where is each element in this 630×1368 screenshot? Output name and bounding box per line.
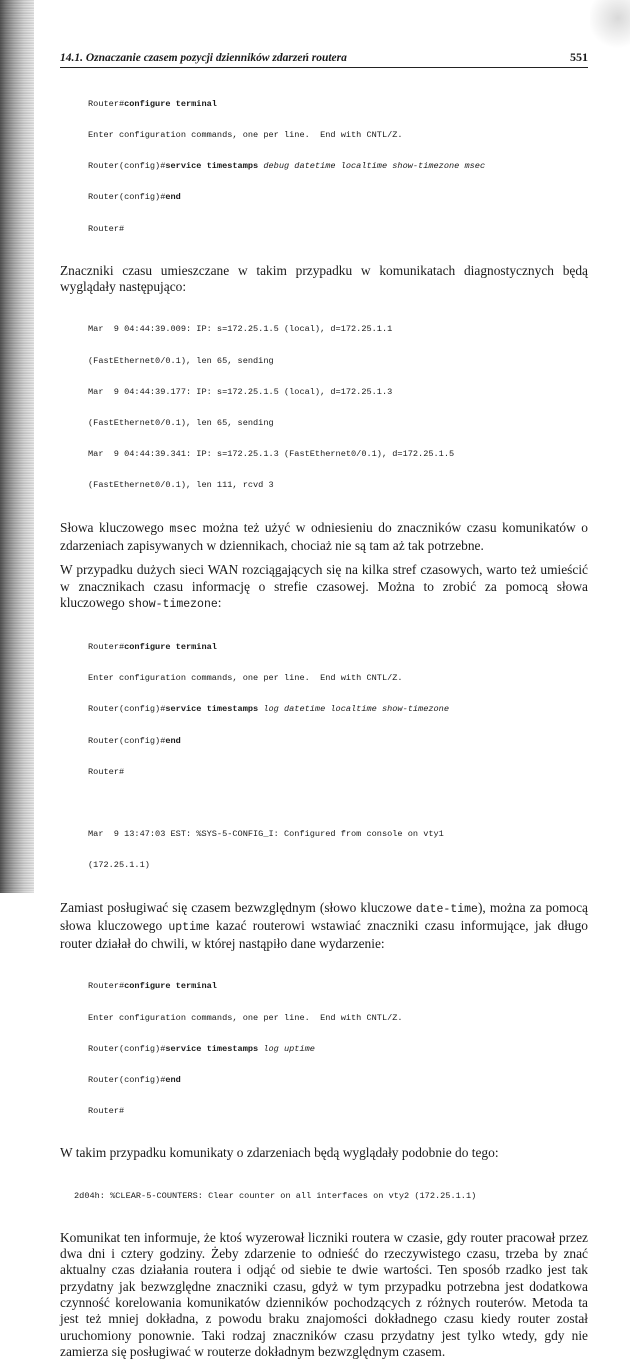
code-command: end xyxy=(165,735,181,746)
code-line: Enter configuration commands, one per line. End with CNTL/Z. xyxy=(88,1012,403,1023)
code-block-uptime xyxy=(88,961,588,1138)
log-line: (FastEthernet0/0.1), len 111, rcvd 3 xyxy=(88,480,274,491)
code-block-debug-timestamps xyxy=(88,78,588,255)
code-spacer xyxy=(88,798,588,808)
text-run: ), można za pomocą słowa kluczowego xyxy=(60,899,588,933)
code-command: configure terminal xyxy=(124,641,217,652)
code-line xyxy=(88,99,588,109)
code-command: service timestamps xyxy=(165,704,259,715)
code-prompt: Router(config)# xyxy=(88,704,166,715)
log-line: Mar 9 04:44:39.177: IP: s=172.25.1.5 (local), d=172.25.1.3 xyxy=(88,386,393,397)
code-prompt: Router(config)# xyxy=(88,1043,166,1054)
inline-keyword: uptime xyxy=(168,920,210,934)
code-argument: log uptime xyxy=(258,1043,315,1054)
page-number: 551 xyxy=(570,50,588,64)
code-prompt: Router(config)# xyxy=(88,192,166,203)
code-prompt: Router# xyxy=(88,641,125,652)
code-command: service timestamps xyxy=(165,1043,259,1054)
code-argument: log datetime localtime show-timezone xyxy=(258,704,449,715)
code-line: Router# xyxy=(88,1106,125,1117)
code-line xyxy=(88,1044,588,1054)
inline-keyword: msec xyxy=(169,522,197,536)
log-line: Mar 9 04:44:39.009: IP: s=172.25.1.5 (local), d=172.25.1.1 xyxy=(88,324,393,335)
text-run: Słowa kluczowego xyxy=(60,519,170,535)
code-line xyxy=(88,981,588,991)
running-header xyxy=(60,50,588,68)
code-line xyxy=(88,642,588,652)
code-prompt: Router(config)# xyxy=(88,735,166,746)
code-block-log-timestamps xyxy=(88,621,588,892)
code-command: end xyxy=(165,1075,181,1086)
paragraph: Komunikat ten informuje, że ktoś wyzerował liczniki routera w czasie, gdy router pracował przez dwa dni i cztery godziny. Żeby zdarzenie to odnieść do rzeczywistego czasu, trzeba by znać aktualny czas działania routera i odjąć od siebie te dwie wartości. Ten sposób rzadko jest tak przydatny jak bezwzględne znaczniki czasu, gdyż w tym przypadku potrzebna jest dodatkowa czynność korelowania komunikatów dzienników pochodzących z różnych routerów. Metoda ta jest też mniej dokładna, z powodu braku znajomości dokładnego czasu kiedy router został uruchomiony ponownie. Taki rodzaj znaczników czasu przydatny jest tylko wtedy, gdy nie zamierza się posługiwać w routerze dokładnym bezwzględnym czasem. xyxy=(60,1229,588,1359)
code-prompt: Router# xyxy=(88,981,125,992)
scan-corner-noise xyxy=(590,0,630,60)
log-line: Mar 9 13:47:03 EST: %SYS-5-CONFIG_I: Configured from console on vty1 xyxy=(88,829,444,840)
code-prompt: Router# xyxy=(88,98,125,109)
paragraph: W takim przypadku komunikaty o zdarzeniach będą wyglądały podobnie do tego: xyxy=(60,1145,499,1161)
code-command: service timestamps xyxy=(165,161,259,172)
text-run: można też użyć w odniesieniu do znaczników czasu komunikatów o zdarzeniach zapisywanych w dziennikach, chociaż nie są tam aż tak potrzebne. xyxy=(60,519,588,553)
code-line xyxy=(88,161,588,171)
code-command: configure terminal xyxy=(124,981,217,992)
inline-keyword: date-time xyxy=(415,902,478,916)
code-line xyxy=(88,736,588,746)
code-line xyxy=(88,192,588,202)
code-block-uptime-log xyxy=(74,1170,588,1222)
code-line: Enter configuration commands, one per line. End with CNTL/Z. xyxy=(88,130,403,141)
code-line: Enter configuration commands, one per line. End with CNTL/Z. xyxy=(88,673,403,684)
log-line: (172.25.1.1) xyxy=(88,860,150,871)
code-block-debug-log xyxy=(88,304,588,512)
code-line: Router# xyxy=(88,223,125,234)
scan-binding-shadow xyxy=(0,0,34,893)
code-prompt: Router(config)# xyxy=(88,161,166,172)
paragraph xyxy=(60,900,588,953)
book-page xyxy=(60,50,588,1368)
log-line: 2d04h: %CLEAR-5-COUNTERS: Clear counter on all interfaces on vty2 (172.25.1.1) xyxy=(74,1190,477,1201)
code-command: configure terminal xyxy=(124,98,217,109)
log-line: Mar 9 04:44:39.341: IP: s=172.25.1.3 (FastEthernet0/0.1), d=172.25.1.5 xyxy=(88,449,455,460)
log-line: (FastEthernet0/0.1), len 65, sending xyxy=(88,417,274,428)
code-line xyxy=(88,704,588,714)
code-argument: debug datetime localtime show-timezone msec xyxy=(258,161,486,172)
text-run: Zamiast posługiwać się czasem bezwzględnym (słowo kluczowe xyxy=(60,899,416,915)
code-command: end xyxy=(165,192,181,203)
text-run: W przypadku dużych sieci WAN rozciągających się na kilka stref czasowych, warto też umieścić w znacznikach czasu informację o strefie czasowej. Można to zrobić za pomocą słowa kluczowego xyxy=(60,562,588,610)
code-line xyxy=(88,1075,588,1085)
chapter-title: 14.1. Oznaczanie czasem pozycji dzienników zdarzeń routera xyxy=(60,52,347,64)
paragraph: Znaczniki czasu umieszczane w takim przypadku w komunikatach diagnostycznych będą wyglądały następująco: xyxy=(60,262,588,295)
paragraph xyxy=(60,562,588,613)
code-line: Router# xyxy=(88,766,125,777)
text-run: kazać routerowi wstawiać znaczniki czasu informujące, jak długo router działał do chwili, w której nastąpiło dane wydarzenie: xyxy=(60,917,588,952)
paragraph xyxy=(60,520,588,555)
log-line: (FastEthernet0/0.1), len 65, sending xyxy=(88,355,274,366)
inline-keyword: show-timezone xyxy=(128,597,218,611)
text-run: : xyxy=(217,594,222,610)
code-prompt: Router(config)# xyxy=(88,1075,166,1086)
